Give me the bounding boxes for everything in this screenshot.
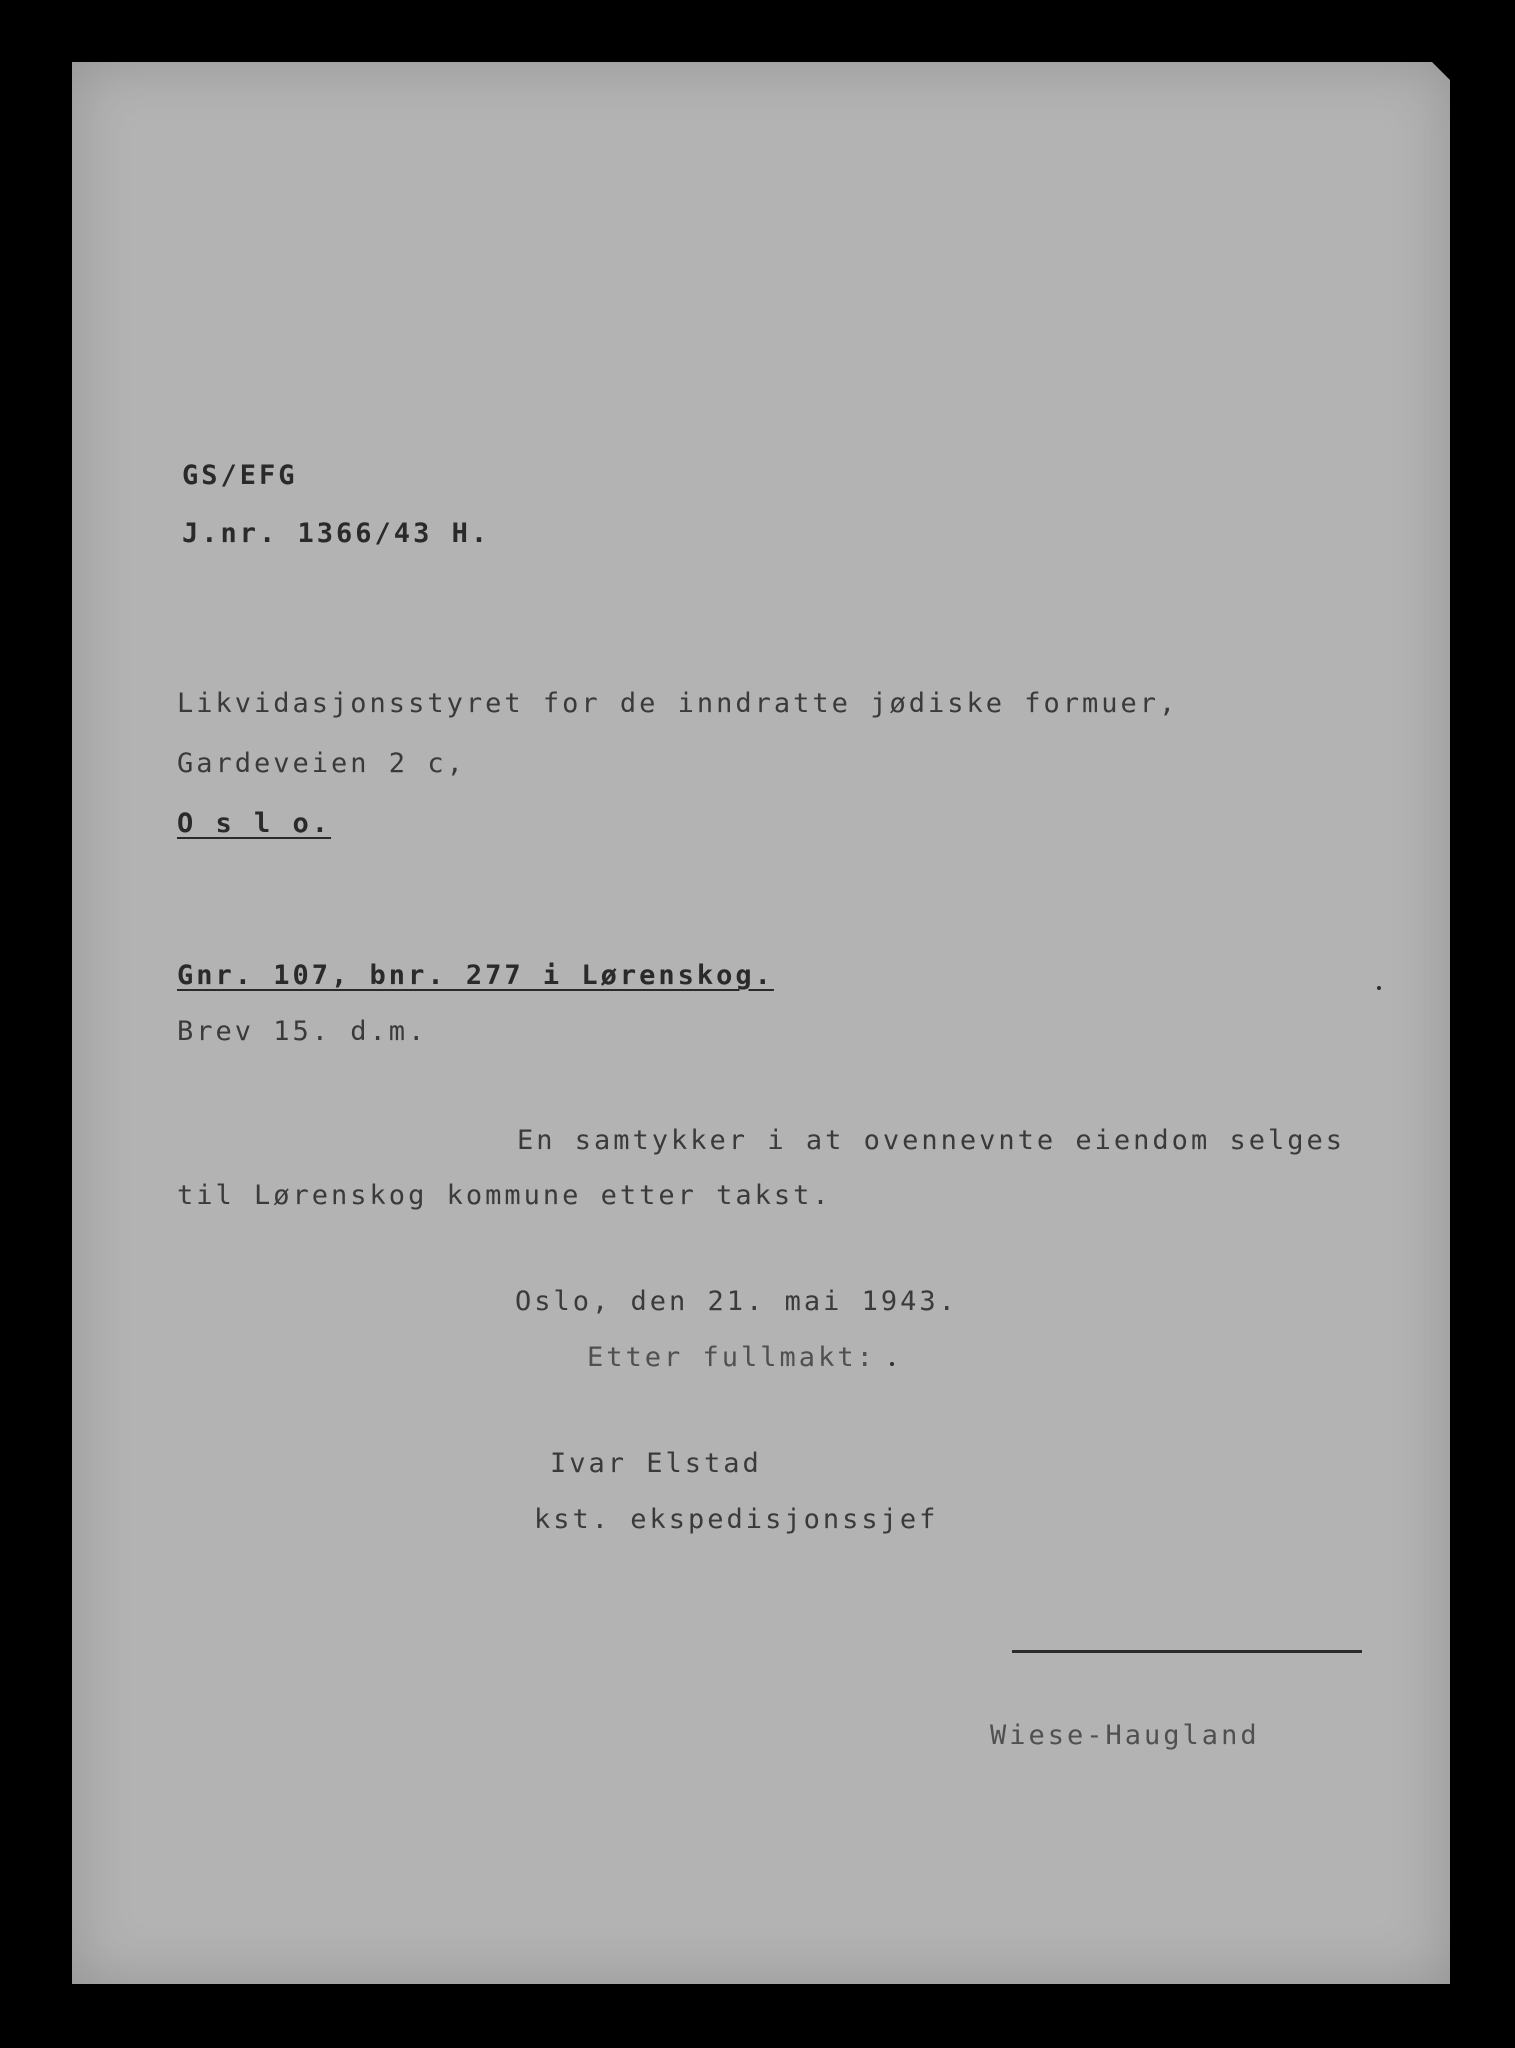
body-line-2: til Lørenskog kommune etter takst.	[177, 1180, 832, 1211]
signatory-name: Ivar Elstad	[550, 1448, 762, 1479]
body-line-1: En samtykker i at ovennevnte eiendom selges	[517, 1125, 1345, 1156]
signature-rule	[1012, 1650, 1362, 1653]
recipient-name: Likvidasjonsstyret for de inndratte jødiske formuer,	[177, 688, 1179, 719]
document-page	[72, 62, 1450, 1984]
reference-initials: GS/EFG	[182, 460, 298, 491]
journal-number: J.nr. 1366/43 H.	[182, 518, 491, 549]
recipient-street: Gardeveien 2 c,	[177, 748, 466, 779]
margin-dot	[1377, 986, 1381, 990]
signatory-title: kst. ekspedisjonssjef	[534, 1504, 939, 1535]
authority-line: Etter fullmakt:	[587, 1342, 876, 1373]
stray-mark	[890, 1362, 894, 1366]
countersign-name: Wiese-Haugland	[990, 1720, 1260, 1751]
subject-title: Gnr. 107, bnr. 277 i Lørenskog.	[177, 960, 774, 991]
subject-reference: Brev 15. d.m.	[177, 1016, 428, 1047]
place-date: Oslo, den 21. mai 1943.	[515, 1286, 958, 1317]
recipient-city: O s l o.	[177, 808, 332, 839]
